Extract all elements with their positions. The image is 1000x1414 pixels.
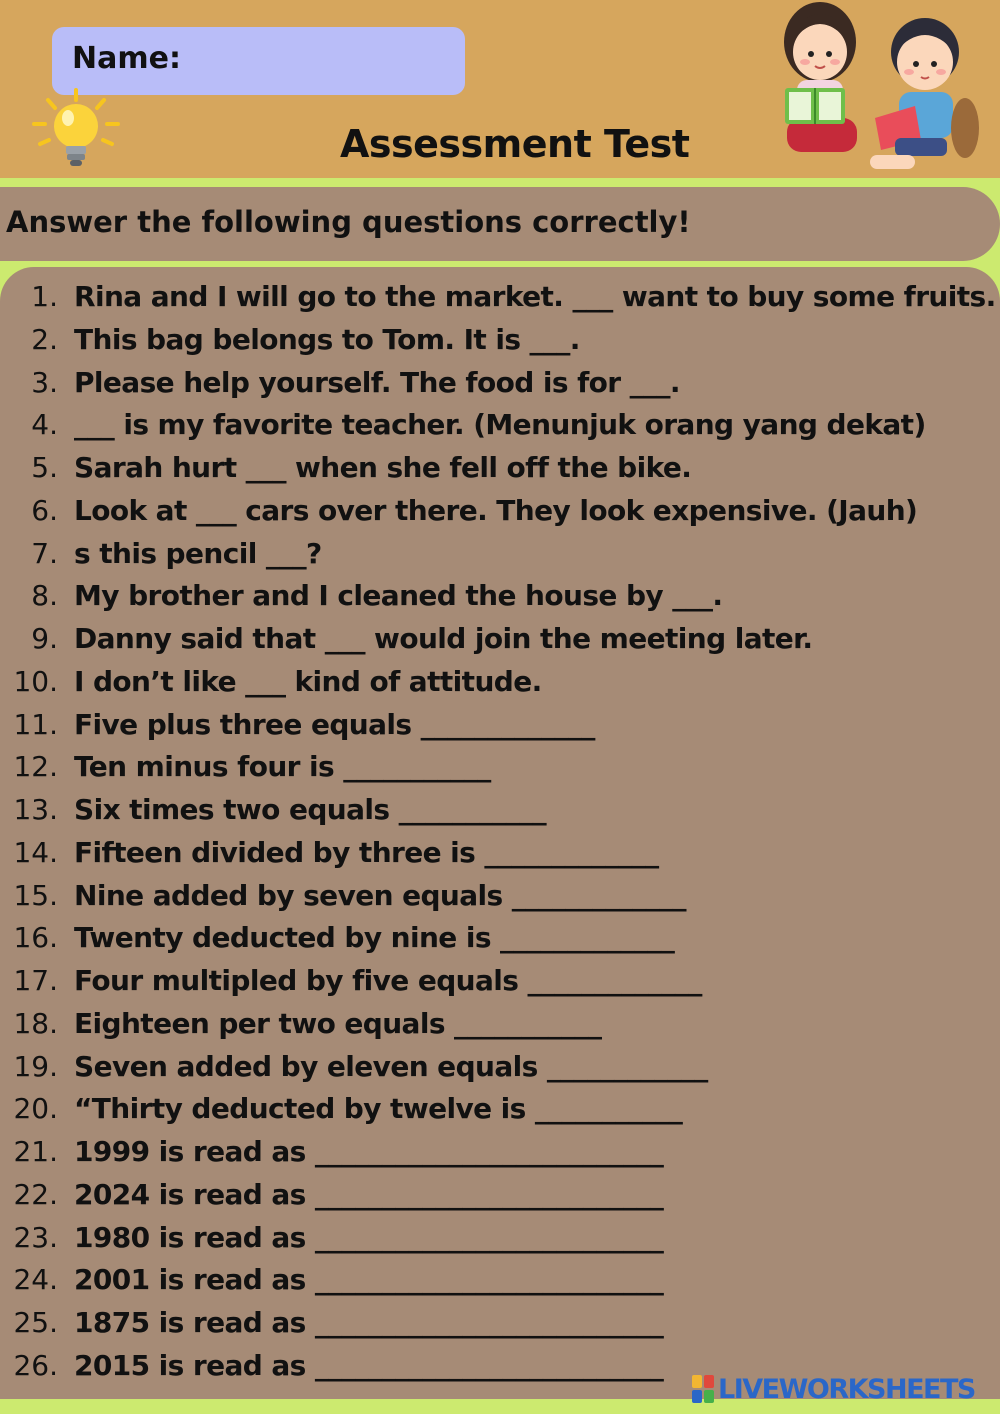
- question-item: [0, 960, 1000, 1003]
- question-number: 18.: [13, 1006, 58, 1040]
- question-text: ___ is my favorite teacher. (Menunjuk orang yang dekat): [74, 408, 926, 442]
- question-item: [0, 704, 1000, 747]
- question-item: [0, 1046, 1000, 1089]
- question-text: 2001 is read as __________________________: [74, 1263, 664, 1297]
- question-text: s this pencil ___?: [74, 536, 322, 570]
- question-number: 26.: [13, 1348, 58, 1382]
- question-number: 7.: [31, 536, 58, 570]
- question-item: [0, 319, 1000, 362]
- lightbulb-icon: [28, 88, 124, 174]
- question-text: Twenty deducted by nine is _____________: [74, 921, 675, 955]
- question-item: [0, 1217, 1000, 1260]
- question-item: [0, 1131, 1000, 1174]
- instructions-text: Answer the following questions correctly!: [6, 205, 691, 239]
- question-text: 1980 is read as __________________________: [74, 1220, 664, 1254]
- question-number: 6.: [31, 493, 58, 527]
- question-item: [0, 1003, 1000, 1046]
- instructions-banner: [0, 187, 1000, 261]
- question-text: 2024 is read as __________________________: [74, 1177, 664, 1211]
- question-number: 5.: [31, 451, 58, 484]
- liveworksheets-logo-icon: [692, 1375, 714, 1403]
- question-item: [0, 832, 1000, 875]
- question-text: 2015 is read as __________________________: [74, 1348, 664, 1382]
- question-text: Nine added by seven equals _____________: [74, 878, 686, 912]
- question-text: This bag belongs to Tom. It is ___.: [74, 322, 580, 356]
- question-number: 2.: [31, 322, 58, 356]
- question-item: [0, 789, 1000, 832]
- question-text: Seven added by eleven equals ____________: [74, 1049, 708, 1083]
- question-item: [0, 276, 1000, 319]
- question-number: 8.: [31, 579, 58, 613]
- question-text: Look at ___ cars over there. They look expensive. (Jauh): [74, 493, 918, 527]
- page-title: Assessment Test: [340, 122, 690, 166]
- question-item: [0, 362, 1000, 405]
- liveworksheets-brand: [692, 1372, 975, 1406]
- question-number: 21.: [13, 1135, 58, 1168]
- question-text: Sarah hurt ___ when she fell off the bike.: [74, 451, 692, 484]
- question-number: 14.: [13, 835, 58, 869]
- question-item: [0, 875, 1000, 918]
- question-number: 23.: [13, 1220, 58, 1254]
- question-item: [0, 1088, 1000, 1131]
- question-number: 1.: [31, 280, 58, 313]
- question-number: 15.: [13, 878, 58, 912]
- question-number: 17.: [13, 964, 58, 997]
- question-text: Rina and I will go to the market. ___ want to buy some fruits.: [74, 280, 996, 313]
- question-text: Eighteen per two equals ___________: [74, 1006, 602, 1040]
- question-text: 1999 is read as __________________________: [74, 1135, 664, 1168]
- question-text: Fifteen divided by three is _____________: [74, 835, 659, 869]
- question-text: Please help yourself. The food is for ___.: [74, 365, 680, 399]
- question-item: [0, 661, 1000, 704]
- question-number: 10.: [13, 664, 58, 698]
- question-number: 11.: [13, 707, 58, 741]
- question-text: Five plus three equals _____________: [74, 707, 595, 741]
- header: [0, 0, 1000, 178]
- question-number: 4.: [31, 408, 58, 442]
- question-text: I don’t like ___ kind of attitude.: [74, 664, 542, 698]
- brand-name: LIVEWORKSHEETS: [718, 1373, 975, 1405]
- question-item: [0, 618, 1000, 661]
- question-list: [0, 276, 1000, 1388]
- question-text: My brother and I cleaned the house by ___.: [74, 579, 723, 613]
- name-label: Name:: [72, 41, 181, 76]
- question-number: 12.: [13, 750, 58, 784]
- question-number: 9.: [31, 622, 58, 655]
- question-number: 3.: [31, 365, 58, 399]
- question-text: 1875 is read as __________________________: [74, 1306, 664, 1339]
- question-text: Ten minus four is ___________: [74, 750, 491, 784]
- question-item: [0, 746, 1000, 789]
- question-item: [0, 1174, 1000, 1217]
- question-item: [0, 404, 1000, 447]
- question-number: 25.: [13, 1306, 58, 1339]
- question-item: [0, 1259, 1000, 1302]
- question-text: Four multipled by five equals _____________: [74, 964, 702, 997]
- question-text: Danny said that ___ would join the meeting later.: [74, 622, 813, 655]
- question-item: [0, 1302, 1000, 1345]
- question-number: 22.: [13, 1177, 58, 1211]
- question-item: [0, 447, 1000, 490]
- question-item: [0, 917, 1000, 960]
- question-number: 24.: [13, 1263, 58, 1297]
- question-number: 13.: [13, 793, 58, 826]
- question-text: “Thirty deducted by twelve is ___________: [74, 1092, 683, 1126]
- question-number: 16.: [13, 921, 58, 955]
- question-item: [0, 490, 1000, 533]
- children-reading-illustration: [775, 0, 980, 182]
- question-item: [0, 533, 1000, 576]
- question-number: 19.: [13, 1049, 58, 1083]
- name-field[interactable]: [52, 27, 465, 95]
- question-item: [0, 575, 1000, 618]
- question-number: 20.: [13, 1092, 58, 1126]
- question-text: Six times two equals ___________: [74, 793, 547, 826]
